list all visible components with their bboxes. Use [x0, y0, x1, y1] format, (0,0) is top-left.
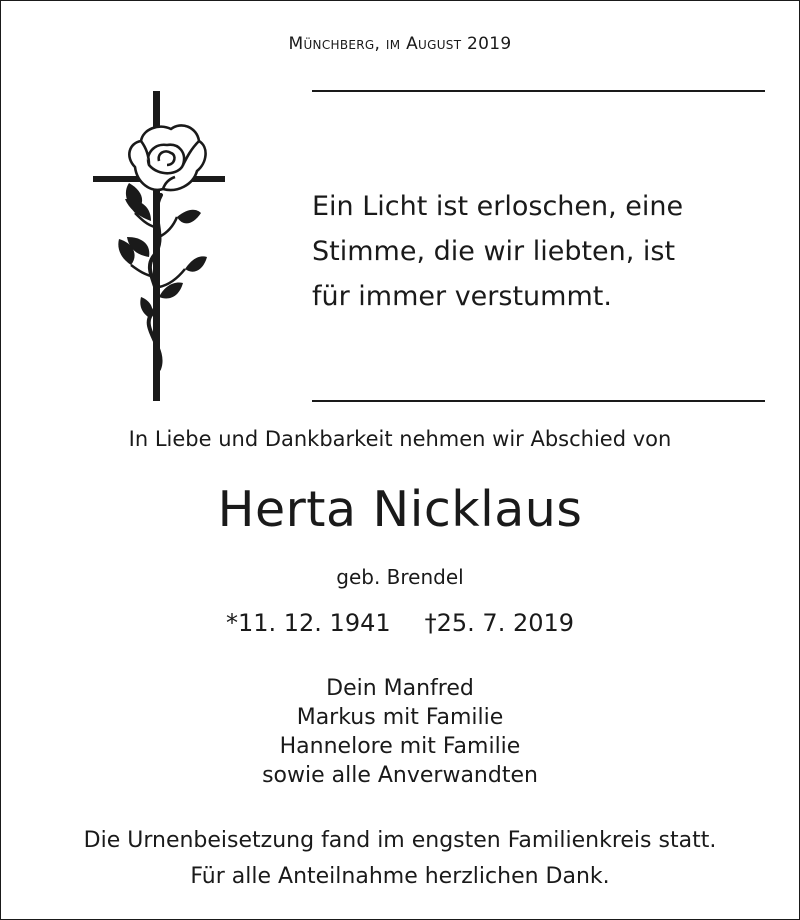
- verse-line: Stimme, die wir liebten, ist: [312, 236, 676, 267]
- mourner-line: Markus mit Familie: [296, 705, 504, 730]
- cross-with-rose-icon: [89, 87, 231, 405]
- mourners-list: [1, 674, 799, 790]
- divider-top: [312, 90, 765, 92]
- place-date: Münchberg, im August 2019: [288, 34, 512, 54]
- intro-text: In Liebe und Dankbarkeit nehmen wir Abschied von: [128, 427, 672, 451]
- birth-date: *11. 12. 1941: [225, 609, 391, 637]
- mourner-line: Dein Manfred: [326, 676, 474, 701]
- divider-bottom: [312, 400, 765, 402]
- verse-line: für immer verstummt.: [312, 281, 612, 312]
- maiden-name: geb. Brendel: [336, 565, 464, 589]
- closing-line: Für alle Anteilnahme herzlichen Dank.: [190, 864, 610, 889]
- closing-line: Die Urnenbeisetzung fand im engsten Familienkreis statt.: [83, 828, 717, 853]
- verse-line: Ein Licht ist erloschen, eine: [312, 191, 684, 222]
- mourner-line: sowie alle Anverwandten: [262, 763, 538, 788]
- closing-text: [1, 823, 799, 895]
- verse: [312, 184, 772, 319]
- deceased-name: Herta Nicklaus: [217, 481, 583, 538]
- mourner-line: Hannelore mit Familie: [279, 734, 521, 759]
- life-dates: [1, 609, 799, 637]
- death-date: †25. 7. 2019: [424, 609, 575, 637]
